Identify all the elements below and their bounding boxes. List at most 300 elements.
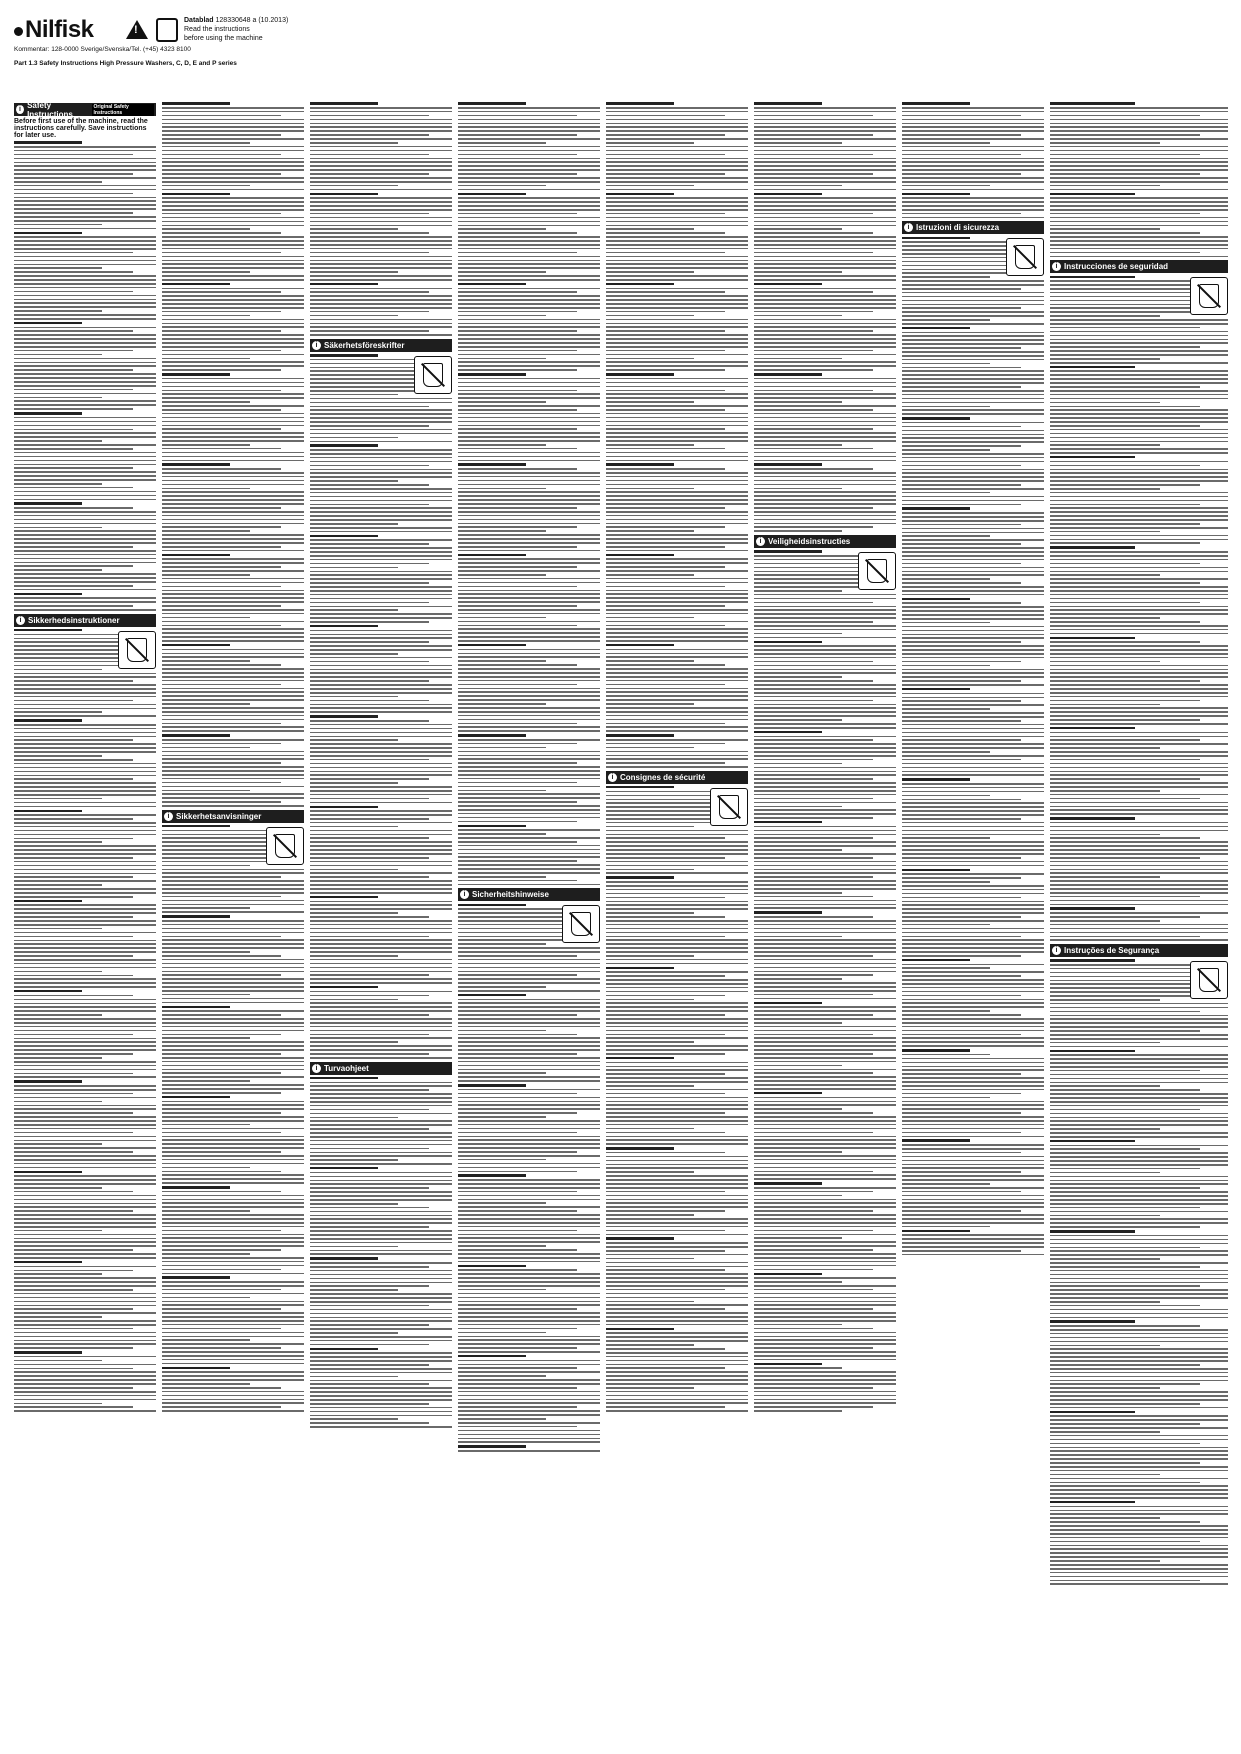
text-line (606, 291, 725, 293)
text-line (310, 1057, 452, 1059)
text-line (310, 394, 398, 396)
text-line (754, 621, 873, 623)
text-line (458, 378, 600, 380)
text-line (902, 150, 1044, 152)
text-line (458, 726, 600, 728)
text-line (754, 409, 873, 411)
text-line (14, 932, 156, 934)
text-line (162, 1237, 304, 1239)
text-line (1050, 1372, 1228, 1374)
text-line (14, 283, 156, 285)
text-line (458, 417, 600, 419)
text-line (902, 284, 1044, 286)
text-line (902, 795, 990, 797)
text-line (902, 355, 1044, 357)
text-line (1050, 991, 1200, 993)
text-line (754, 165, 896, 167)
text-line (754, 1351, 896, 1353)
text-line (754, 994, 873, 996)
text-line (902, 1183, 990, 1185)
text-line (754, 849, 842, 851)
text-line (902, 665, 990, 667)
text-line (754, 649, 896, 651)
text-line (310, 1372, 452, 1374)
text-line (1050, 1313, 1228, 1315)
text-line (754, 440, 896, 442)
text-line (606, 672, 748, 674)
text-line (606, 365, 748, 367)
text-line (162, 1379, 304, 1381)
info-icon: i (1052, 262, 1061, 271)
text-line (754, 1143, 896, 1145)
text-line (1050, 1560, 1160, 1562)
text-line (458, 680, 600, 682)
text-line (162, 401, 250, 403)
text-line (606, 1289, 725, 1291)
text-line (14, 986, 156, 988)
text-line (162, 1072, 281, 1074)
text-line (458, 864, 600, 866)
text-line (606, 1395, 748, 1397)
text-line (458, 786, 600, 788)
text-line (458, 570, 600, 572)
text-line (606, 959, 748, 961)
text-line (14, 680, 133, 682)
text-line (1050, 1054, 1228, 1056)
text-line (606, 1242, 748, 1244)
text-line (1050, 723, 1228, 725)
text-line (162, 625, 281, 627)
text-line (754, 763, 842, 765)
text-line (606, 872, 748, 874)
text-line (458, 350, 577, 352)
text-line (14, 920, 156, 922)
text-line (902, 1191, 1021, 1193)
text-line (310, 1053, 429, 1055)
text-line (754, 1214, 896, 1216)
text-line (310, 641, 429, 643)
text-line (902, 787, 1044, 789)
text-line (162, 550, 304, 552)
text-line (754, 213, 873, 215)
text-line (754, 161, 896, 163)
text-line (902, 335, 1044, 337)
text-line (458, 334, 600, 336)
text-line (1050, 1247, 1200, 1249)
text-line (458, 1285, 600, 1287)
text-line (162, 582, 304, 584)
text-line (14, 869, 156, 871)
text-line (14, 1347, 133, 1349)
text-line (606, 1160, 748, 1162)
text-line (606, 1281, 748, 1283)
text-line (754, 1010, 896, 1012)
text-line (1050, 146, 1228, 148)
text-line (754, 896, 873, 898)
text-line (902, 193, 970, 195)
text-line (458, 523, 600, 525)
text-line (606, 177, 748, 179)
text-line (902, 142, 990, 144)
text-line (458, 730, 600, 732)
text-line (902, 347, 1021, 349)
text-line (754, 1084, 896, 1086)
text-line (1050, 700, 1200, 702)
text-line (902, 288, 1021, 290)
text-line (1050, 107, 1228, 109)
text-line (606, 857, 725, 859)
text-line (458, 986, 546, 988)
text-line (162, 1163, 304, 1165)
text-line (310, 892, 452, 894)
text-line (162, 134, 281, 136)
text-line (458, 225, 600, 227)
text-line (458, 369, 577, 371)
text-line (754, 1159, 896, 1161)
text-line (754, 928, 896, 930)
text-line (606, 444, 694, 446)
text-line (458, 361, 600, 363)
text-line (606, 1124, 748, 1126)
text-line (458, 1277, 600, 1279)
text-line (458, 856, 600, 858)
text-line (1050, 598, 1228, 600)
text-line (458, 1293, 600, 1295)
text-line (458, 695, 600, 697)
text-line (1050, 669, 1228, 671)
text-line (458, 853, 600, 855)
text-line (754, 1367, 842, 1369)
text-line (162, 758, 304, 760)
text-line (1050, 1380, 1228, 1382)
text-line (310, 1293, 452, 1295)
text-line (902, 378, 1044, 380)
text-line (1050, 1066, 1228, 1068)
text-line (606, 601, 748, 603)
text-line (754, 275, 896, 277)
text-line (458, 181, 600, 183)
text-line (1050, 461, 1228, 463)
text-line (162, 1253, 250, 1255)
text-line (1050, 1348, 1228, 1350)
text-line (902, 971, 1044, 973)
text-line (902, 535, 990, 537)
text-line (606, 818, 725, 820)
text-line (902, 1041, 1044, 1043)
text-line (310, 504, 429, 506)
text-line (162, 668, 304, 670)
text-line (458, 590, 600, 592)
text-line (310, 398, 452, 400)
text-line (14, 1136, 156, 1138)
body-text-block (1050, 102, 1228, 257)
text-line (458, 793, 600, 795)
text-line (606, 1364, 748, 1366)
text-line (754, 421, 896, 423)
text-line (902, 865, 1044, 867)
text-line (14, 1159, 156, 1161)
text-line (606, 1045, 748, 1047)
text-line (310, 1191, 452, 1193)
text-line (902, 1037, 1044, 1039)
text-line (606, 205, 748, 207)
text-line (754, 817, 873, 819)
text-line (458, 550, 600, 552)
text-line (162, 888, 304, 890)
text-line (606, 656, 748, 658)
text-line (606, 1171, 694, 1173)
text-line (1050, 574, 1160, 576)
text-line (902, 1018, 1044, 1020)
datasheet-meta: Datablad 128330648 a (10.2013) Read the instructions before using the machine (184, 17, 289, 42)
text-line (1050, 1360, 1228, 1362)
text-line (902, 739, 1021, 741)
text-line (902, 645, 1044, 647)
text-line (606, 378, 748, 380)
text-line (606, 1226, 748, 1228)
text-line (14, 1332, 156, 1334)
text-line (162, 1351, 304, 1353)
text-line (458, 1147, 600, 1149)
text-line (754, 271, 842, 273)
text-line (162, 751, 304, 753)
text-line (310, 1356, 452, 1358)
text-line (14, 1014, 102, 1016)
text-line (902, 488, 1044, 490)
text-line (162, 1359, 304, 1361)
text-line (606, 503, 748, 505)
text-line (162, 158, 304, 160)
text-line (606, 901, 748, 903)
text-line (14, 1320, 156, 1322)
text-line (162, 660, 250, 662)
text-line (14, 1006, 156, 1008)
text-line (458, 558, 600, 560)
text-line (754, 688, 896, 690)
text-line (902, 641, 1021, 643)
text-line (162, 719, 304, 721)
text-line (902, 1002, 1044, 1004)
text-line (1050, 688, 1228, 690)
text-line (1050, 398, 1228, 400)
text-line (162, 609, 304, 611)
text-line (310, 271, 398, 273)
text-line (14, 436, 156, 438)
text-line (754, 365, 896, 367)
text-line (1050, 602, 1200, 604)
text-line (458, 649, 600, 651)
text-line (1050, 751, 1228, 753)
text-line (458, 1014, 577, 1016)
text-line (1050, 1513, 1228, 1515)
text-line (606, 1250, 725, 1252)
text-line (754, 342, 896, 344)
text-line (606, 288, 748, 290)
text-line (458, 165, 600, 167)
text-line (14, 1285, 156, 1287)
text-line (162, 480, 304, 482)
text-line (162, 1297, 250, 1299)
text-line (606, 723, 725, 725)
text-line (1050, 1345, 1160, 1347)
text-line (606, 193, 674, 195)
text-line (162, 319, 304, 321)
text-line (1050, 551, 1228, 553)
text-line (606, 1356, 748, 1358)
text-line (1050, 1368, 1228, 1370)
text-line (14, 252, 133, 254)
text-line (754, 696, 896, 698)
text-line (14, 334, 156, 336)
text-line (902, 1054, 990, 1056)
text-line (754, 154, 873, 156)
text-line (458, 688, 600, 690)
text-line (902, 736, 1044, 738)
text-line (458, 425, 600, 427)
text-line (458, 971, 600, 973)
text-line (458, 1174, 526, 1176)
text-line (162, 495, 304, 497)
text-line (310, 822, 452, 824)
text-line (606, 1352, 748, 1354)
text-line (310, 279, 452, 281)
text-line (606, 1367, 725, 1369)
text-line (606, 999, 694, 1001)
text-line (606, 307, 748, 309)
text-line (1050, 1038, 1228, 1040)
text-line (754, 633, 842, 635)
text-line (606, 664, 725, 666)
text-line (458, 102, 526, 104)
text-line (162, 1041, 304, 1043)
text-line (14, 162, 156, 164)
text-line (1050, 1274, 1228, 1276)
text-line (606, 1077, 748, 1079)
text-line (458, 484, 600, 486)
text-line (162, 185, 250, 187)
text-line (14, 1293, 156, 1295)
text-line (14, 696, 156, 698)
text-line (162, 546, 281, 548)
text-line (1050, 1015, 1228, 1017)
text-line (754, 1206, 896, 1208)
text-line (1050, 115, 1200, 117)
text-line (310, 1399, 452, 1401)
text-line (310, 1109, 429, 1111)
text-line (606, 1022, 748, 1024)
text-line (902, 1066, 1044, 1068)
text-line (310, 790, 452, 792)
text-line (162, 1257, 304, 1259)
text-line (162, 1320, 304, 1322)
text-line (310, 291, 429, 293)
text-line (310, 323, 452, 325)
text-line (1050, 1391, 1228, 1393)
text-line (310, 747, 452, 749)
text-line (310, 963, 452, 965)
text-line (606, 1222, 748, 1224)
text-line (162, 283, 230, 285)
text-line (902, 507, 970, 509)
text-line (162, 463, 230, 465)
text-line (458, 342, 600, 344)
text-line (14, 244, 156, 246)
text-line (1050, 912, 1228, 914)
text-line (310, 1215, 452, 1217)
text-line (14, 185, 156, 187)
text-line (162, 413, 304, 415)
info-icon: i (164, 812, 173, 821)
text-line (162, 542, 304, 544)
text-line (14, 982, 156, 984)
text-line (310, 130, 452, 132)
text-line (14, 381, 156, 383)
text-line (606, 939, 748, 941)
text-line (458, 1297, 600, 1299)
text-line (754, 358, 842, 360)
text-line (458, 766, 600, 768)
text-line (754, 228, 842, 230)
text-line (754, 857, 873, 859)
text-line (1050, 1120, 1228, 1122)
text-line (458, 1418, 546, 1420)
text-line (902, 908, 1044, 910)
text-line (14, 562, 156, 564)
text-line (902, 528, 1044, 530)
text-line (14, 456, 156, 458)
text-line (606, 1175, 748, 1177)
text-line (310, 657, 452, 659)
text-line (310, 861, 452, 863)
text-line (754, 759, 873, 761)
text-line (310, 1411, 452, 1413)
text-line (14, 692, 156, 694)
text-line (458, 1234, 600, 1236)
text-line (902, 814, 1044, 816)
text-line (902, 676, 1044, 678)
text-line (902, 1093, 1021, 1095)
text-line (606, 1344, 694, 1346)
text-line (606, 1037, 748, 1039)
text-line (458, 1183, 600, 1185)
text-line (162, 1112, 281, 1114)
text-line (310, 818, 429, 820)
text-line (902, 1073, 1021, 1075)
text-line (606, 841, 748, 843)
text-line (606, 1391, 748, 1393)
text-line (162, 865, 250, 867)
text-line (1050, 1195, 1228, 1197)
text-line (14, 1128, 156, 1130)
text-line (458, 173, 577, 175)
text-line (902, 1049, 970, 1051)
text-line (458, 323, 600, 325)
text-line (310, 1309, 452, 1311)
text-line (458, 782, 577, 784)
text-line (606, 1179, 748, 1181)
text-line (902, 126, 1044, 128)
text-line (458, 1143, 600, 1145)
text-line (162, 1371, 304, 1373)
text-line (310, 802, 452, 804)
text-line (310, 437, 398, 439)
text-line (754, 774, 896, 776)
text-line (902, 296, 1044, 298)
text-line (754, 1379, 896, 1381)
text-line (310, 771, 452, 773)
text-line (310, 1380, 452, 1382)
text-line (606, 119, 748, 121)
